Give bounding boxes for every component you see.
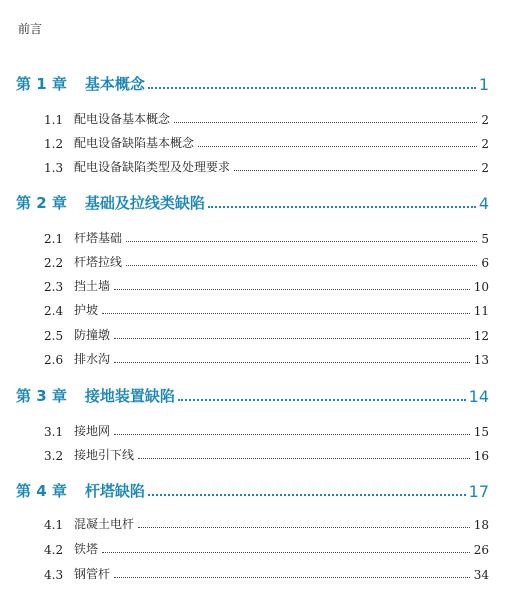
dot-leader bbox=[138, 527, 470, 528]
section-page: 10 bbox=[473, 280, 489, 294]
section-number: 2.5 bbox=[44, 329, 64, 343]
section-number: 2.2 bbox=[44, 256, 64, 270]
section-number: 2.6 bbox=[44, 353, 64, 367]
dot-leader bbox=[114, 577, 470, 578]
section-number: 2.1 bbox=[44, 232, 64, 246]
section-number: 3.2 bbox=[44, 449, 64, 463]
section-title: 防撞墩 bbox=[74, 328, 111, 342]
section-entry-1-1[interactable] bbox=[44, 109, 489, 127]
section-page: 2 bbox=[481, 137, 489, 151]
section-page: 26 bbox=[473, 543, 489, 557]
section-number: 4.2 bbox=[44, 543, 64, 557]
section-page: 6 bbox=[481, 256, 489, 270]
dot-leader bbox=[234, 170, 477, 171]
chapter-page: 4 bbox=[478, 194, 489, 213]
section-title: 接地网 bbox=[74, 424, 111, 438]
dot-leader bbox=[138, 458, 470, 459]
dot-leader bbox=[114, 434, 470, 435]
section-page: 18 bbox=[473, 518, 489, 532]
section-entry-2-2[interactable] bbox=[44, 252, 489, 270]
section-title: 混凝土电杆 bbox=[74, 517, 135, 531]
section-page: 2 bbox=[481, 161, 489, 175]
section-page: 13 bbox=[473, 353, 489, 367]
section-title: 排水沟 bbox=[74, 352, 111, 366]
section-title: 接地引下线 bbox=[74, 448, 135, 462]
section-title: 配电设备基本概念 bbox=[74, 112, 171, 126]
section-page: 16 bbox=[473, 449, 489, 463]
section-title: 杆塔基础 bbox=[74, 231, 123, 245]
section-entry-2-6[interactable] bbox=[44, 349, 489, 367]
dot-leader bbox=[208, 206, 476, 208]
section-number: 2.4 bbox=[44, 304, 64, 318]
section-title: 铁塔 bbox=[74, 542, 99, 556]
dot-leader bbox=[126, 265, 477, 266]
section-entry-1-2[interactable] bbox=[44, 133, 489, 151]
section-number: 3.1 bbox=[44, 425, 64, 439]
section-page: 15 bbox=[473, 425, 489, 439]
chapter-page: 17 bbox=[468, 482, 489, 501]
section-title: 护坡 bbox=[74, 303, 99, 317]
section-number: 2.3 bbox=[44, 280, 64, 294]
section-page: 12 bbox=[473, 329, 489, 343]
section-page: 5 bbox=[481, 232, 489, 246]
chapter-entry-3[interactable] bbox=[16, 382, 489, 406]
section-page: 2 bbox=[481, 113, 489, 127]
chapter-entry-1[interactable] bbox=[16, 70, 489, 94]
chapter-entry-2[interactable] bbox=[16, 189, 489, 213]
dot-leader bbox=[174, 122, 477, 123]
section-entry-3-2[interactable] bbox=[44, 445, 489, 463]
dot-leader bbox=[102, 313, 470, 314]
section-entry-4-2[interactable] bbox=[44, 539, 489, 557]
section-title: 钢管杆 bbox=[74, 567, 111, 581]
section-entry-2-3[interactable] bbox=[44, 276, 489, 294]
section-page: 34 bbox=[473, 568, 489, 582]
section-title: 杆塔拉线 bbox=[74, 255, 123, 269]
chapter-title: 基础及拉线类缺陷 bbox=[84, 194, 205, 212]
section-entry-1-3[interactable] bbox=[44, 157, 489, 175]
dot-leader bbox=[178, 399, 466, 401]
section-title: 配电设备缺陷类型及处理要求 bbox=[74, 160, 231, 174]
section-entry-2-4[interactable] bbox=[44, 300, 489, 318]
chapter-entry-4[interactable] bbox=[16, 477, 489, 501]
chapter-page: 1 bbox=[478, 75, 489, 94]
section-entry-4-1[interactable] bbox=[44, 514, 489, 532]
section-entry-4-3[interactable] bbox=[44, 564, 489, 582]
dot-leader bbox=[126, 241, 477, 242]
section-page: 11 bbox=[473, 304, 489, 318]
preface-link[interactable]: 前言 bbox=[18, 22, 43, 36]
chapter-number: 第 4 章 bbox=[16, 482, 67, 500]
dot-leader bbox=[102, 552, 470, 553]
dot-leader bbox=[114, 338, 470, 339]
dot-leader bbox=[114, 362, 470, 363]
dot-leader bbox=[114, 289, 470, 290]
dot-leader bbox=[148, 494, 466, 496]
section-entry-3-1[interactable] bbox=[44, 421, 489, 439]
section-entry-2-5[interactable] bbox=[44, 325, 489, 343]
dot-leader bbox=[148, 87, 476, 89]
chapter-page: 14 bbox=[468, 387, 489, 406]
chapter-title: 杆塔缺陷 bbox=[84, 482, 145, 500]
section-entry-2-1[interactable] bbox=[44, 228, 489, 246]
section-number: 1.3 bbox=[44, 161, 64, 175]
dot-leader bbox=[198, 146, 477, 147]
chapter-number: 第 1 章 bbox=[16, 75, 67, 93]
chapter-title: 接地装置缺陷 bbox=[84, 387, 175, 405]
section-number: 4.3 bbox=[44, 568, 64, 582]
section-number: 4.1 bbox=[44, 518, 64, 532]
chapter-number: 第 3 章 bbox=[16, 387, 67, 405]
chapter-title: 基本概念 bbox=[84, 75, 145, 93]
section-title: 挡土墙 bbox=[74, 279, 111, 293]
section-title: 配电设备缺陷基本概念 bbox=[74, 136, 195, 150]
section-number: 1.2 bbox=[44, 137, 64, 151]
chapter-number: 第 2 章 bbox=[16, 194, 67, 212]
section-number: 1.1 bbox=[44, 113, 64, 127]
